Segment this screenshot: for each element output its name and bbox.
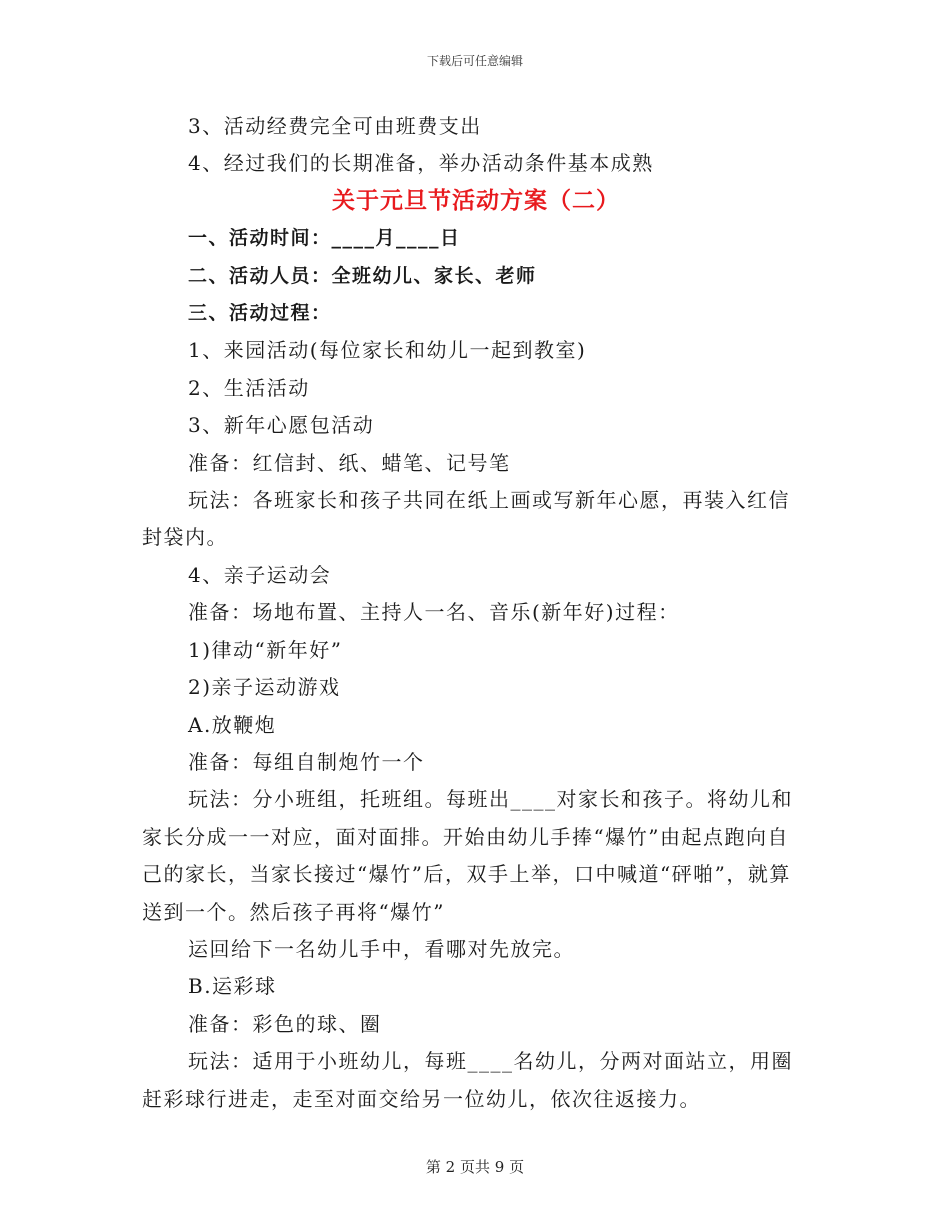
game-b-title: B.运彩球: [188, 974, 277, 999]
item-4-preparation: 4、经过我们的长期准备，举办活动条件基本成熟: [188, 151, 654, 176]
step-3: 3、新年心愿包活动: [188, 413, 375, 438]
section-title: 关于元旦节活动方案（二）: [332, 187, 620, 214]
document-body: [142, 108, 810, 1118]
sub-1: 1)律动“新年好”: [188, 637, 343, 662]
sub-2: 2)亲子运动游戏: [188, 675, 341, 700]
page-header: 下载后可任意编辑: [426, 54, 523, 68]
game-b-prep: 准备：彩色的球、圈: [188, 1011, 382, 1036]
step-4: 4、亲子运动会: [188, 562, 332, 587]
heading-participants: 二、活动人员：全班幼儿、家长、老师: [188, 264, 537, 287]
item-3-funding: 3、活动经费完全可由班费支出: [188, 114, 482, 138]
step-2: 2、生活活动: [188, 375, 310, 400]
game-a-title: A.放鞭炮: [188, 712, 277, 737]
game-a-rules: 玩法：分小班组，托班组。每班出____对家长和孩子。将幼儿和家长分成一一对应，面对面排。开始由幼儿手捧“爆竹”由起点跑向自己的家长，当家长接过“爆竹”后，双手上举，口中喊道“砰啪”，就算送到一个。然后孩子再将“爆竹”: [142, 787, 793, 924]
step-4-prep: 准备：场地布置、主持人一名、音乐(新年好)过程：: [188, 600, 680, 625]
game-a-rules-cont: 运回给下一名幼儿手中，看哪对先放完。: [188, 936, 575, 961]
step-1: 1、来园活动(每位家长和幼儿一起到教室): [188, 338, 587, 363]
page-footer: 第 2 页共 9 页: [425, 1158, 525, 1176]
step-3-rules: 玩法：各班家长和孩子共同在纸上画或写新年心愿，再装入红信封袋内。: [142, 488, 790, 550]
heading-process: 三、活动过程：: [188, 302, 332, 325]
step-3-prep: 准备：红信封、纸、蜡笔、记号笔: [188, 450, 511, 475]
game-b-rules: 玩法：适用于小班幼儿，每班____名幼儿，分两对面站立，用圈赶彩球行进走，走至对面交给另一位幼儿，依次往返接力。: [142, 1049, 793, 1111]
heading-activity-time: 一、活动时间：____月____日: [188, 227, 461, 250]
game-a-prep: 准备：每组自制炮竹一个: [188, 749, 425, 774]
